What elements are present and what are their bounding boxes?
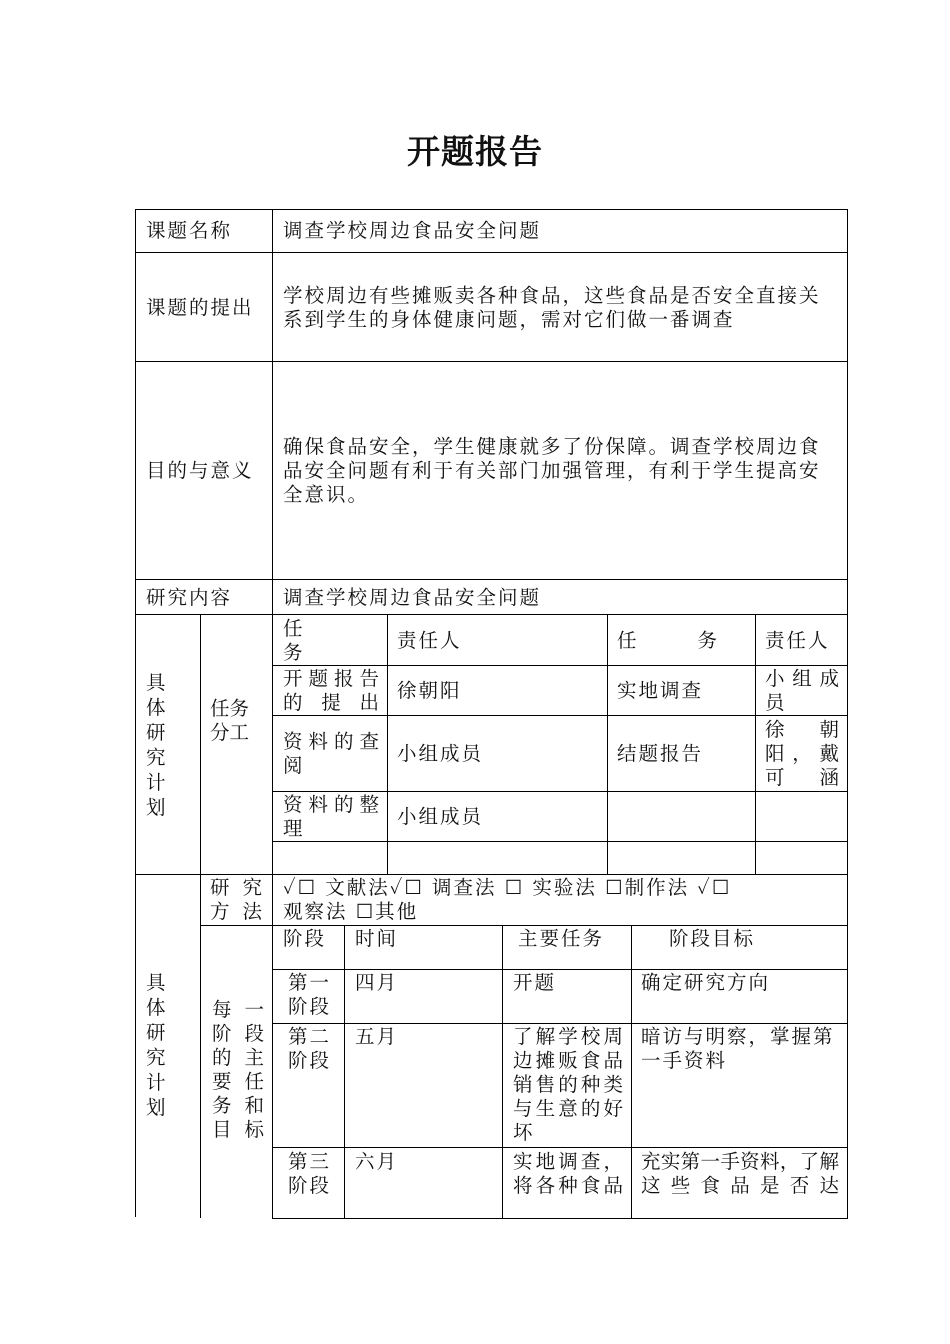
topic-name-value: 调查学校周边食品安全问题 (283, 219, 542, 242)
plan1-row2-owner-2: 徐朝阳，戴可涵 (765, 718, 839, 789)
plan1-sub-label: 任务分工 (210, 697, 250, 744)
plan1-row1-owner-2: 小组成员 (765, 667, 839, 714)
plan1-row1-task-2: 实地调查 (617, 679, 704, 702)
stage2-time: 五月 (355, 1025, 399, 1048)
methods-line-1: ✓☐ 文献法✓☐ 调查法 ☐ 实验法 ☐制作法 ✓☐ (283, 876, 732, 899)
topic-proposal-value: 学校周边有些摊贩卖各种食品，这些食品是否安全直接关系到学生的身体健康问题，需对它们做一番调查 (283, 284, 821, 331)
methods-line-2: 观察法 ☐其他 (283, 900, 419, 923)
stage2-task: 了解学校周边摊贩食品销售的种类与生意的好坏 (513, 1025, 623, 1144)
stage-header-time: 时间 (355, 927, 399, 950)
stage1-name: 第一阶段 (288, 971, 332, 1018)
plan1-row2-task-2: 结题报告 (617, 742, 704, 765)
plan1-row2-owner: 小组成员 (397, 742, 484, 765)
stage-header-task: 主要任务 (518, 927, 605, 950)
content-value: 调查学校周边食品安全问题 (283, 586, 542, 609)
stage-label: 每一阶段的主要任务和目标 (212, 998, 264, 1141)
stage3-name: 第三阶段 (288, 1150, 332, 1197)
content-label: 研究内容 (146, 586, 233, 609)
plan1-header-task: 任务 (283, 617, 303, 664)
plan1-row1-task: 开题报告的提出 (283, 667, 379, 714)
stage-header-goal: 阶段目标 (669, 927, 756, 950)
plan2-label: 具体研究计划 (146, 971, 166, 1119)
purpose-value: 确保食品安全，学生健康就多了份保障。调查学校周边食品安全问题有利于有关部门加强管理，有利于学生提高安全意识。 (283, 435, 821, 506)
methods-label: 研究方法 (210, 876, 262, 923)
stage3-goal: 充实第一手资料，了解这些食品是否达 (641, 1150, 839, 1197)
stage1-task: 开题 (513, 971, 557, 994)
plan1-label: 具体研究计划 (146, 671, 166, 819)
plan1-row1-owner: 徐朝阳 (397, 679, 462, 702)
stage1-goal: 确定研究方向 (641, 971, 771, 994)
purpose-label: 目的与意义 (146, 459, 254, 482)
plan1-row3-task: 资料的整理 (283, 793, 379, 840)
stage-header-stage: 阶段 (283, 927, 327, 950)
topic-name-label: 课题名称 (146, 219, 233, 242)
stage2-goal: 暗访与明察，掌握第一手资料 (641, 1025, 835, 1072)
page-title: 开题报告 (407, 132, 543, 171)
topic-proposal-label: 课题的提出 (146, 296, 254, 319)
plan1-row2-task: 资料的查阅 (283, 730, 379, 777)
stage1-time: 四月 (355, 971, 399, 994)
plan1-header-owner-2: 责任人 (765, 629, 830, 652)
plan1-row3-owner: 小组成员 (397, 805, 484, 828)
stage3-time: 六月 (355, 1150, 399, 1173)
stage2-name: 第二阶段 (288, 1025, 332, 1072)
stage3-task: 实地调查，将各种食品 (513, 1150, 623, 1197)
plan1-header-task-2: 任 务 (617, 629, 717, 652)
plan1-header-owner: 责任人 (397, 629, 462, 652)
